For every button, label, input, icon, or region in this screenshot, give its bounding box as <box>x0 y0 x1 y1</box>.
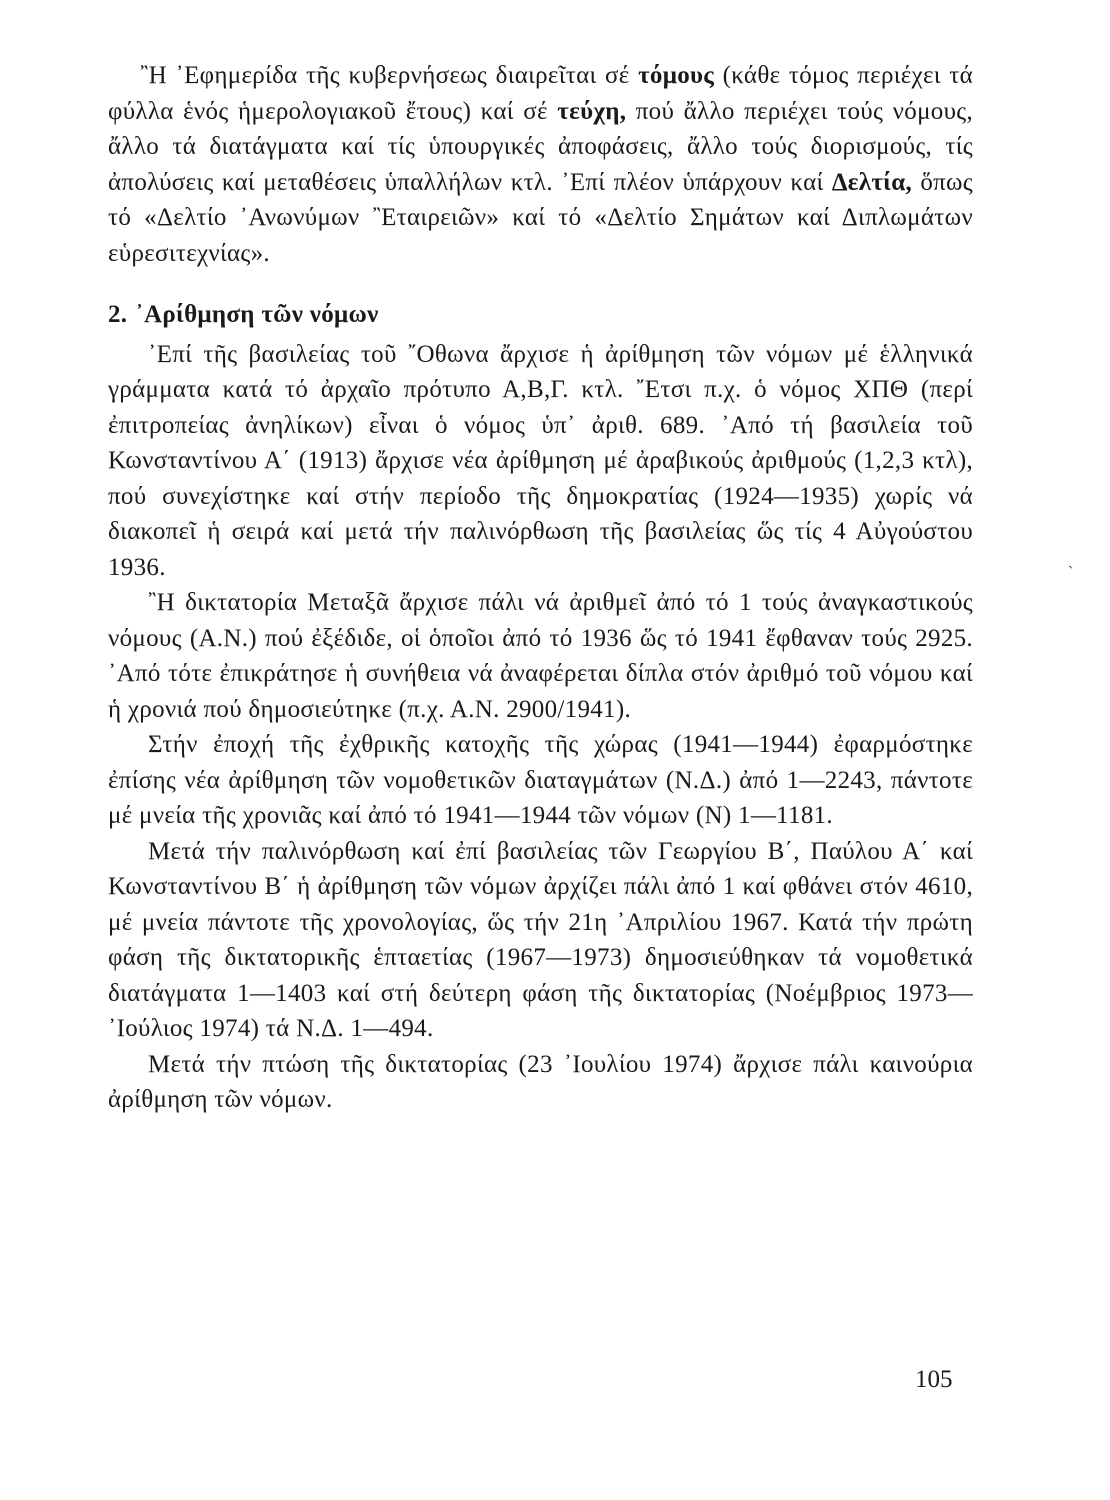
intro-bold-tomous: τόμους <box>638 62 715 89</box>
section-title: ᾿Αρίθμηση τῶν νόμων <box>135 301 379 328</box>
page-number: 105 <box>915 1366 953 1393</box>
intro-bold-teuxi: τεύχη, <box>557 97 627 125</box>
intro-text-2: (κάθε τόμος περιέχει τά φύλλα ἑνός ἡμερολογιακοῦ ἔτους) καί σέ <box>108 62 974 125</box>
text-block <box>108 58 973 1118</box>
stray-mark: ˏ <box>1068 552 1074 569</box>
paragraph-metaxas: ῍Η δικτατορία Μεταξᾶ ἄρχισε πάλι νά ἀριθμεῖ ἀπό τό 1 τούς ἀναγκαστικούς νόμους (Α.Ν.) πού ἐξέδιδε, οἱ ὁποῖοι ἀπό τό 1936 ὥς τό 1941 ἔφθαναν τούς 2925. ᾿Από τότε ἐπικράτησε ἡ συνήθεια νά ἀναφέρεται δίπλα στόν ἀριθμό τοῦ νόμου καί ἡ χρονιά πού δημοσιεύτηκε (π.χ. Α.Ν. 2900/1941). <box>108 589 973 723</box>
paragraph-after-dictatorship: Μετά τήν πτώση τῆς δικτατορίας (23 ᾿Ιουλίου 1974) ἄρχισε πάλι καινούρια ἀρίθμηση τῶν νόμων. <box>108 1050 973 1113</box>
intro-bold-deltia: Δελτία, <box>831 168 913 196</box>
intro-text-3: πού ἄλλο περιέχει τούς νόμους, ἄλλο τά διατάγματα καί τίς ὑπουργικές ἀποφάσεις, ἄλλο τούς διορισμούς, τίς ἀπολύσεις καί μεταθέσεις ὑπαλλήλων κτλ. ᾿Επί πλέον ὑπάρχουν καί <box>108 97 973 196</box>
intro-text-1: ῍Η ᾿Εφημερίδα τῆς κυβερνήσεως διαιρεῖται σέ <box>140 62 639 89</box>
intro-text-4: ὅπως τό «Δελτίο ᾿Ανωνύμων ῍Εταιρειῶν» καί τό «Δελτίο Σημάτων καί Διπλωμάτων εὑρεσιτεχνίας». <box>108 168 973 267</box>
paragraph-occupation: Στήν ἐποχή τῆς ἐχθρικῆς κατοχῆς τῆς χώρας (1941—1944) ἐφαρμόστηκε ἐπίσης νέα ἀρίθμηση τῶν νομοθετικῶν διαταγμάτων (Ν.Δ.) ἀπό 1—2243, πάντοτε μέ μνεία τῆς χρονιᾶς καί ἀπό τό 1941—1944 τῶν νόμων (Ν) 1—1181. <box>108 731 973 829</box>
intro-paragraph <box>108 58 973 271</box>
paragraph-numbering-history: ᾿Επί τῆς βασιλείας τοῦ ῎Οθωνα ἄρχισε ἡ ἀρίθμηση τῶν νόμων μέ ἑλληνικά γράμματα κατά τό ἀρχαῖο πρότυπο Α,Β,Γ. κτλ. ῎Ετσι π.χ. ὁ νόμος ΧΠΘ (περί ἐπιτροπείας ἀνηλίκων) εἶναι ὁ νόμος ὑπ᾿ ἀριθ. 689. ᾿Από τή βασιλεία τοῦ Κωνσταντίνου Α΄ (1913) ἄρχισε νέα ἀρίθμηση μέ ἀραβικούς ἀριθμούς (1,2,3 κτλ), πού συνεχίστηκε καί στήν περίοδο τῆς δημοκρατίας (1924—1935) χωρίς νά διακοπεῖ ἡ σειρά καί μετά τήν παλινόρθωση τῆς βασιλείας ὥς τίς 4 Αὐγούστου 1936. <box>108 340 973 581</box>
paragraph-restoration: Μετά τήν παλινόρθωση καί ἐπί βασιλείας τῶν Γεωργίου Β΄, Παύλου Α΄ καί Κωνσταντίνου Β΄ ἡ ἀρίθμηση τῶν νόμων ἀρχίζει πάλι ἀπό 1 καί φθάνει στόν 4610, μέ μνεία πάντοτε τῆς χρονολογίας, ὥς τήν 21η ᾿Απριλίου 1967. Κατά τήν πρώτη φάση τῆς δικτατορικῆς ἑπταετίας (1967—1973) δημοσιεύθηκαν τά νομοθετικά διατάγματα 1—1403 καί στή δεύτερη φάση τῆς δικτατορίας (Νοέμβριος 1973—᾿Ιούλιος 1974) τά Ν.Δ. 1—494. <box>108 837 973 1042</box>
section-heading <box>108 297 973 333</box>
section-number: 2. <box>108 301 128 328</box>
